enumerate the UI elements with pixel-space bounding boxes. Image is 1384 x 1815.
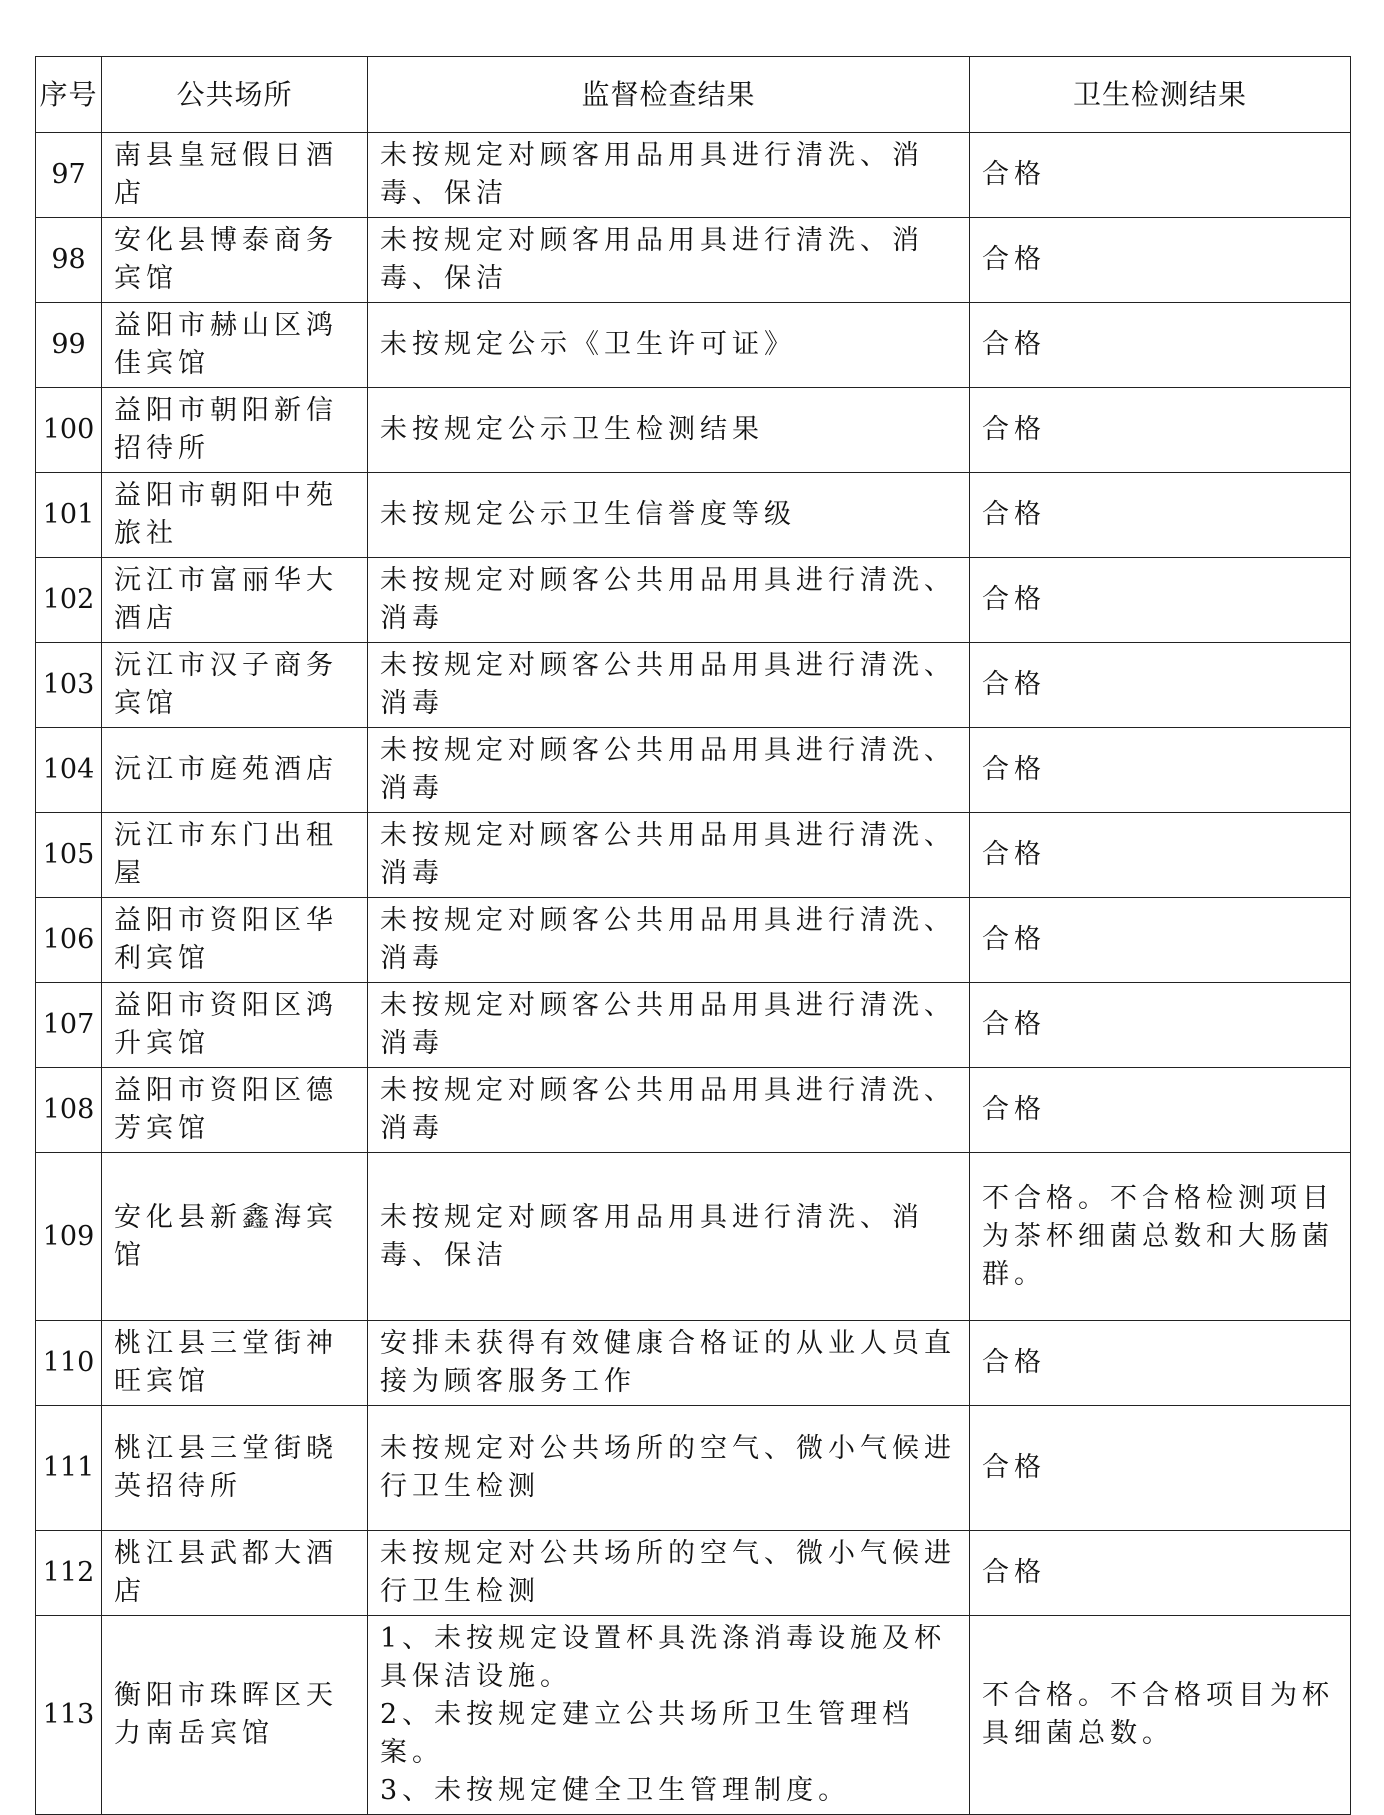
row-inspection-result: 未按规定对公共场所的空气、微小气候进行卫生检测 [368,1531,970,1616]
table-row [36,218,1351,303]
row-serial-number: 105 [36,813,102,898]
row-serial-number: 110 [36,1321,102,1406]
row-testing-result: 合格 [970,388,1351,473]
row-testing-result: 合格 [970,473,1351,558]
header-public-place: 公共场所 [102,57,368,133]
row-serial-number: 106 [36,898,102,983]
row-testing-result: 合格 [970,1321,1351,1406]
row-inspection-result: 未按规定对顾客公共用品用具进行清洗、消毒 [368,643,970,728]
row-place-name: 桃江县三堂街神旺宾馆 [102,1321,368,1406]
row-testing-result: 合格 [970,813,1351,898]
header-testing-result: 卫生检测结果 [970,57,1351,133]
row-serial-number: 100 [36,388,102,473]
row-serial-number: 109 [36,1153,102,1321]
table-row [36,1321,1351,1406]
row-place-name: 沅江市东门出租屋 [102,813,368,898]
row-testing-result: 合格 [970,728,1351,813]
row-inspection-result: 未按规定对顾客用品用具进行清洗、消毒、保洁 [368,133,970,218]
row-place-name: 益阳市赫山区鸿佳宾馆 [102,303,368,388]
row-place-name: 桃江县武都大酒店 [102,1531,368,1616]
table-row [36,1531,1351,1616]
row-serial-number: 101 [36,473,102,558]
table-row [36,1153,1351,1321]
row-place-name: 沅江市庭苑酒店 [102,728,368,813]
table-row [36,303,1351,388]
row-inspection-result: 未按规定对顾客公共用品用具进行清洗、消毒 [368,983,970,1068]
table-row [36,898,1351,983]
row-testing-result: 合格 [970,898,1351,983]
row-place-name: 桃江县三堂街晓英招待所 [102,1406,368,1531]
row-inspection-result: 安排未获得有效健康合格证的从业人员直接为顾客服务工作 [368,1321,970,1406]
table-row [36,643,1351,728]
table-row [36,133,1351,218]
row-place-name: 益阳市朝阳新信招待所 [102,388,368,473]
row-testing-result: 合格 [970,643,1351,728]
row-testing-result: 合格 [970,1531,1351,1616]
row-serial-number: 111 [36,1406,102,1531]
row-inspection-result: 未按规定公示《卫生许可证》 [368,303,970,388]
table-row [36,728,1351,813]
inspection-item: 2、未按规定建立公共场所卫生管理档案。 [380,1699,915,1768]
row-inspection-result: 未按规定对顾客公共用品用具进行清洗、消毒 [368,728,970,813]
table-row [36,473,1351,558]
row-inspection-result: 未按规定对公共场所的空气、微小气候进行卫生检测 [368,1406,970,1531]
row-serial-number: 108 [36,1068,102,1153]
table-row [36,983,1351,1068]
table-header-row [36,57,1351,133]
row-testing-result: 合格 [970,558,1351,643]
table-row [36,1068,1351,1153]
row-place-name: 沅江市汉子商务宾馆 [102,643,368,728]
row-inspection-result: 未按规定对顾客公共用品用具进行清洗、消毒 [368,813,970,898]
row-testing-result: 合格 [970,983,1351,1068]
row-testing-result: 合格 [970,133,1351,218]
row-inspection-result: 未按规定对顾客公共用品用具进行清洗、消毒 [368,898,970,983]
row-testing-result: 不合格。不合格检测项目为茶杯细菌总数和大肠菌群。 [970,1153,1351,1321]
row-serial-number: 99 [36,303,102,388]
inspection-item: 3、未按规定健全卫生管理制度。 [380,1775,851,1806]
table-row [36,388,1351,473]
row-inspection-result: 未按规定对顾客用品用具进行清洗、消毒、保洁 [368,218,970,303]
table-row [36,1616,1351,1815]
table-row [36,1406,1351,1531]
inspection-item: 1、未按规定设置杯具洗涤消毒设施及杯具保洁设施。 [380,1623,947,1692]
row-serial-number: 97 [36,133,102,218]
row-testing-result: 不合格。不合格项目为杯具细菌总数。 [970,1616,1351,1815]
row-testing-result: 合格 [970,303,1351,388]
row-testing-result: 合格 [970,1068,1351,1153]
row-serial-number: 112 [36,1531,102,1616]
row-serial-number: 102 [36,558,102,643]
row-inspection-result: 未按规定对顾客用品用具进行清洗、消毒、保洁 [368,1153,970,1321]
row-serial-number: 104 [36,728,102,813]
row-serial-number: 107 [36,983,102,1068]
row-place-name: 沅江市富丽华大酒店 [102,558,368,643]
row-place-name: 益阳市资阳区德芳宾馆 [102,1068,368,1153]
row-serial-number: 103 [36,643,102,728]
row-place-name: 益阳市朝阳中苑旅社 [102,473,368,558]
row-inspection-result: 未按规定对顾客公共用品用具进行清洗、消毒 [368,1068,970,1153]
row-testing-result: 合格 [970,218,1351,303]
row-place-name: 衡阳市珠晖区天力南岳宾馆 [102,1616,368,1815]
table-row [36,813,1351,898]
row-serial-number: 98 [36,218,102,303]
row-inspection-result: 未按规定对顾客公共用品用具进行清洗、消毒 [368,558,970,643]
row-place-name: 益阳市资阳区鸿升宾馆 [102,983,368,1068]
row-serial-number: 113 [36,1616,102,1815]
header-inspection-result: 监督检查结果 [368,57,970,133]
row-inspection-result: 未按规定公示卫生信誉度等级 [368,473,970,558]
row-place-name: 安化县新鑫海宾馆 [102,1153,368,1321]
row-inspection-result: 未按规定公示卫生检测结果 [368,388,970,473]
row-place-name: 益阳市资阳区华利宾馆 [102,898,368,983]
inspection-results-table [35,56,1351,1815]
table-row [36,558,1351,643]
header-serial-number: 序号 [36,57,102,133]
row-place-name: 南县皇冠假日酒店 [102,133,368,218]
row-testing-result: 合格 [970,1406,1351,1531]
row-place-name: 安化县博泰商务宾馆 [102,218,368,303]
row-inspection-result [368,1616,970,1815]
